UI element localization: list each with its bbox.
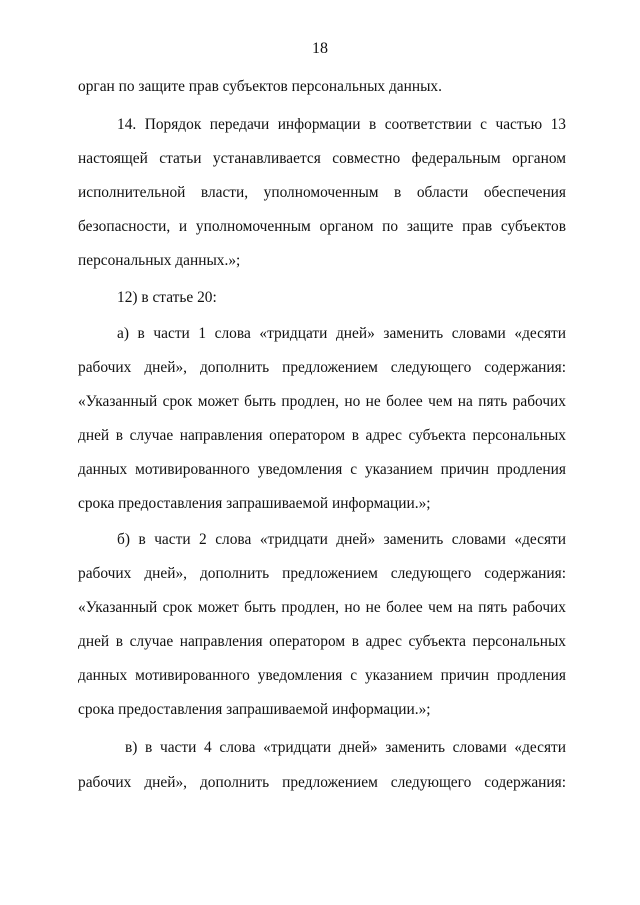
text-line: «Указанный срок может быть продлен, но не более чем на пять рабочих [78,393,566,410]
text-line: рабочих дней», дополнить предложением следующего содержания: [78,359,566,376]
text-line: «Указанный срок может быть продлен, но не более чем на пять рабочих [78,599,566,616]
text-line: данных мотивированного уведомления с указанием причин продления [78,461,566,478]
text-line: 12) в статье 20: [117,289,217,306]
text-line: в) в части 4 слова «тридцати дней» заменить словами «десяти [125,739,566,756]
text-line: 14. Порядок передачи информации в соответствии с частью 13 [117,116,566,133]
text-line: орган по защите прав субъектов персональных данных. [78,78,442,95]
text-line: срока предоставления запрашиваемой информации.»; [78,495,431,512]
text-line: рабочих дней», дополнить предложением следующего содержания: [78,565,566,582]
text-line: срока предоставления запрашиваемой информации.»; [78,701,431,718]
text-line: дней в случае направления оператором в адрес субъекта персональных [78,427,566,444]
text-line: дней в случае направления оператором в адрес субъекта персональных [78,633,566,650]
text-line: персональных данных.»; [78,252,241,269]
text-line: а) в части 1 слова «тридцати дней» заменить словами «десяти [117,325,566,342]
text-line: рабочих дней», дополнить предложением следующего содержания: [78,774,566,791]
text-line: безопасности, и уполномоченным органом по защите прав субъектов [78,218,566,235]
text-line: б) в части 2 слова «тридцати дней» заменить словами «десяти [117,531,566,548]
text-line: данных мотивированного уведомления с указанием причин продления [78,667,566,684]
text-line: исполнительной власти, уполномоченным в области обеспечения [78,184,566,201]
text-line: настоящей статьи устанавливается совместно федеральным органом [78,150,566,167]
page-number: 18 [312,40,328,57]
